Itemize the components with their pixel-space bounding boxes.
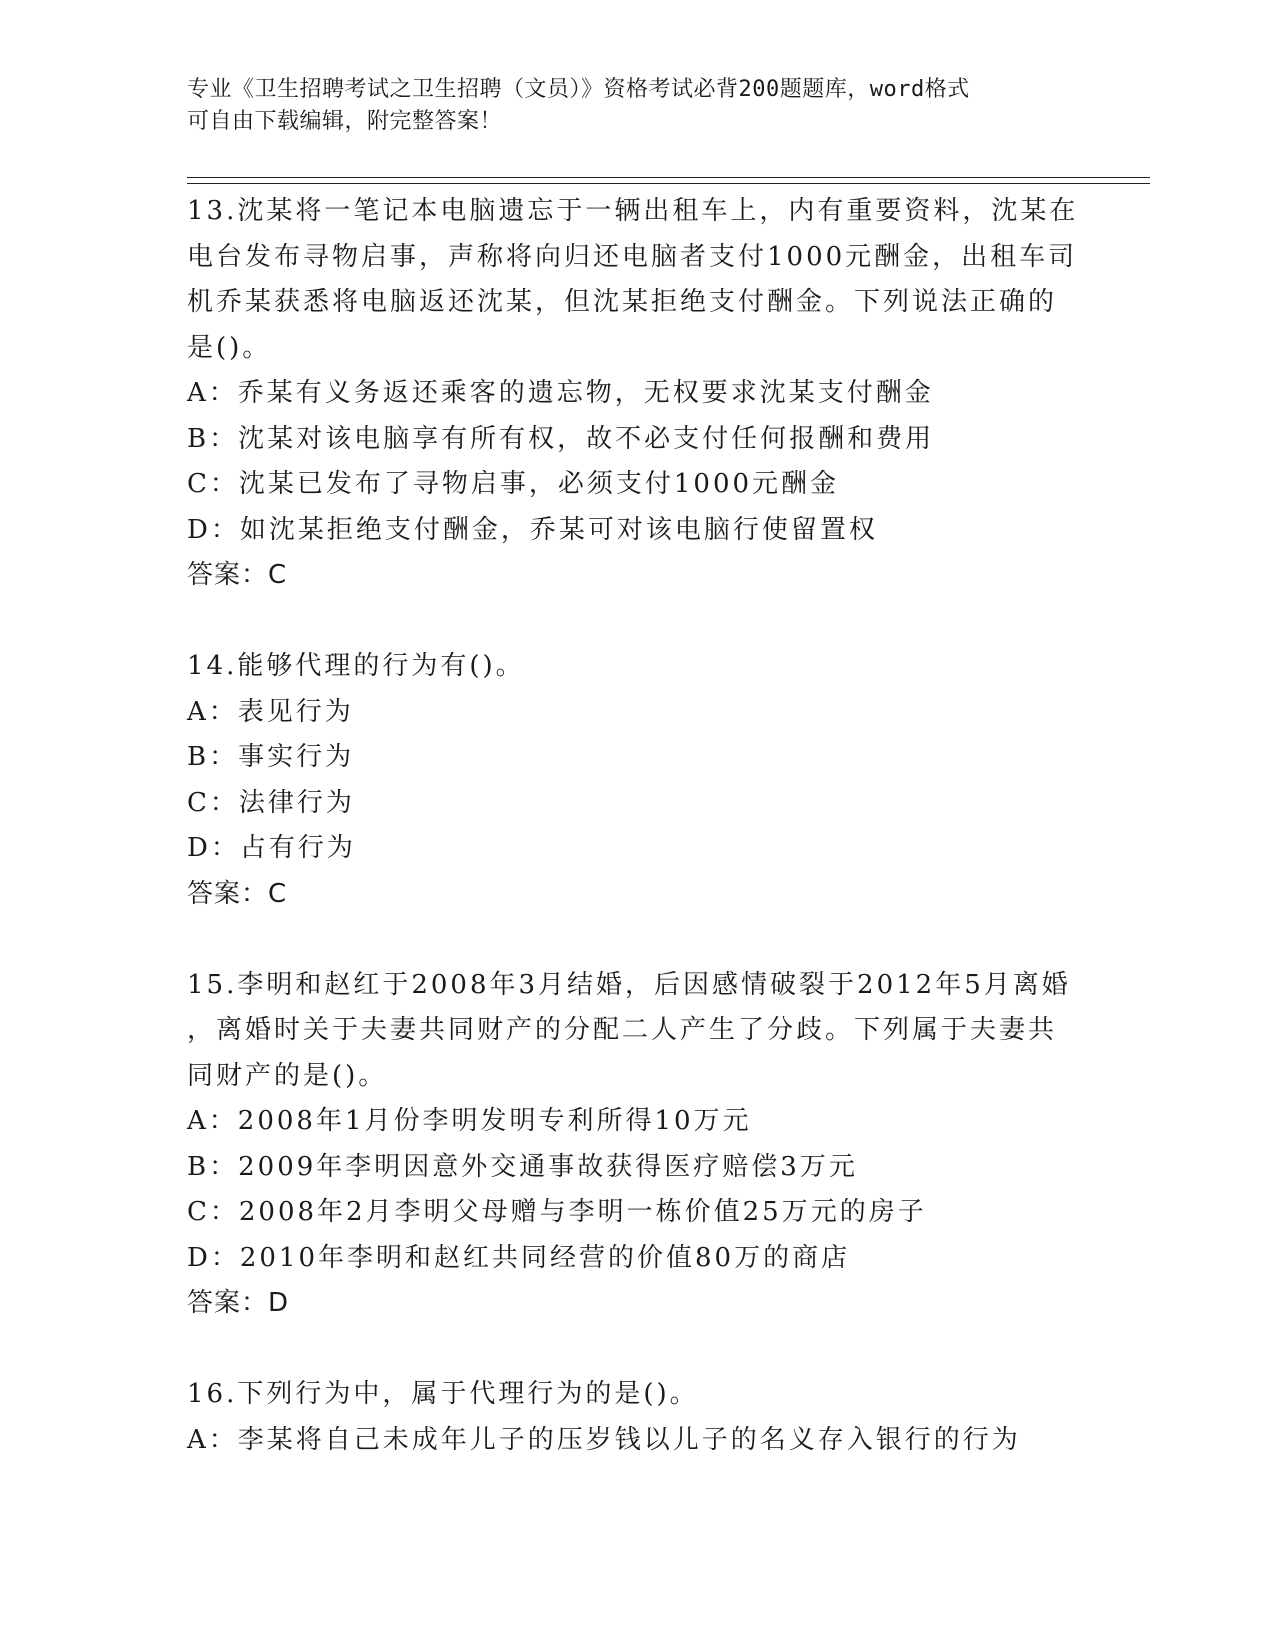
question-stem-line: 13.沈某将一笔记本电脑遗忘于一辆出租车上，内有重要资料，沈某在 [187, 196, 1079, 226]
option-b: B：2009年李明因意外交通事故获得医疗赔偿3万元 [187, 1151, 858, 1182]
question-16 [187, 1372, 1087, 1463]
option-a: A：2008年1月份李明发明专利所得10万元 [187, 1106, 752, 1136]
question-stem-line: 机乔某获悉将电脑返还沈某，但沈某拒绝支付酬金。下列说法正确的 [187, 287, 1058, 317]
question-stem-line: 16.下列行为中，属于代理行为的是()。 [187, 1379, 699, 1409]
header-line-2: 可自由下载编辑，附完整答案！ [187, 109, 503, 134]
question-stem-line: 14.能够代理的行为有()。 [187, 651, 525, 681]
question-list [187, 189, 1087, 1463]
question-spacer [187, 599, 1087, 645]
option-a: A：李某将自己未成年儿子的压岁钱以儿子的名义存入银行的行为 [187, 1424, 1021, 1455]
option-a: A：乔某有义务返还乘客的遗忘物，无权要求沈某支付酬金 [187, 378, 934, 408]
option-a: A：表见行为 [187, 696, 354, 727]
option-c: C：2008年2月李明父母赠与李明一栋价值25万元的房子 [187, 1197, 927, 1227]
header-divider-bottom [187, 183, 1150, 184]
document-header [187, 74, 1067, 138]
question-spacer [187, 1327, 1087, 1373]
option-d: D：占有行为 [187, 833, 356, 863]
header-divider-top [187, 177, 1150, 178]
answer-line: 答案：D [187, 1288, 290, 1318]
question-stem-line: 同财产的是()。 [187, 1060, 388, 1091]
answer-line: 答案：C [187, 878, 288, 909]
option-b: B：沈某对该电脑享有所有权，故不必支付任何报酬和费用 [187, 423, 935, 454]
header-line-1: 专业《卫生招聘考试之卫生招聘（文员）》资格考试必背200题题库，word格式 [187, 77, 970, 102]
question-15 [187, 963, 1087, 1327]
question-stem-line: 是()。 [187, 332, 272, 363]
question-spacer [187, 917, 1087, 963]
option-c: C：沈某已发布了寻物启事，必须支付1000元酬金 [187, 469, 840, 499]
option-d: D：2010年李明和赵红共同经营的价值80万的商店 [187, 1242, 851, 1273]
question-13 [187, 189, 1087, 599]
question-14 [187, 644, 1087, 917]
question-stem-line: ，离婚时关于夫妻共同财产的分配二人产生了分歧。下列属于夫妻共 [187, 1015, 1058, 1045]
option-d: D：如沈某拒绝支付酬金，乔某可对该电脑行使留置权 [187, 514, 878, 545]
answer-line: 答案：C [187, 560, 288, 590]
option-b: B：事实行为 [187, 742, 355, 772]
option-c: C：法律行为 [187, 787, 355, 818]
question-stem-line: 电台发布寻物启事，声称将向归还电脑者支付1000元酬金，出租车司 [187, 241, 1078, 272]
question-stem-line: 15.李明和赵红于2008年3月结婚，后因感情破裂于2012年5月离婚 [187, 969, 1071, 1000]
